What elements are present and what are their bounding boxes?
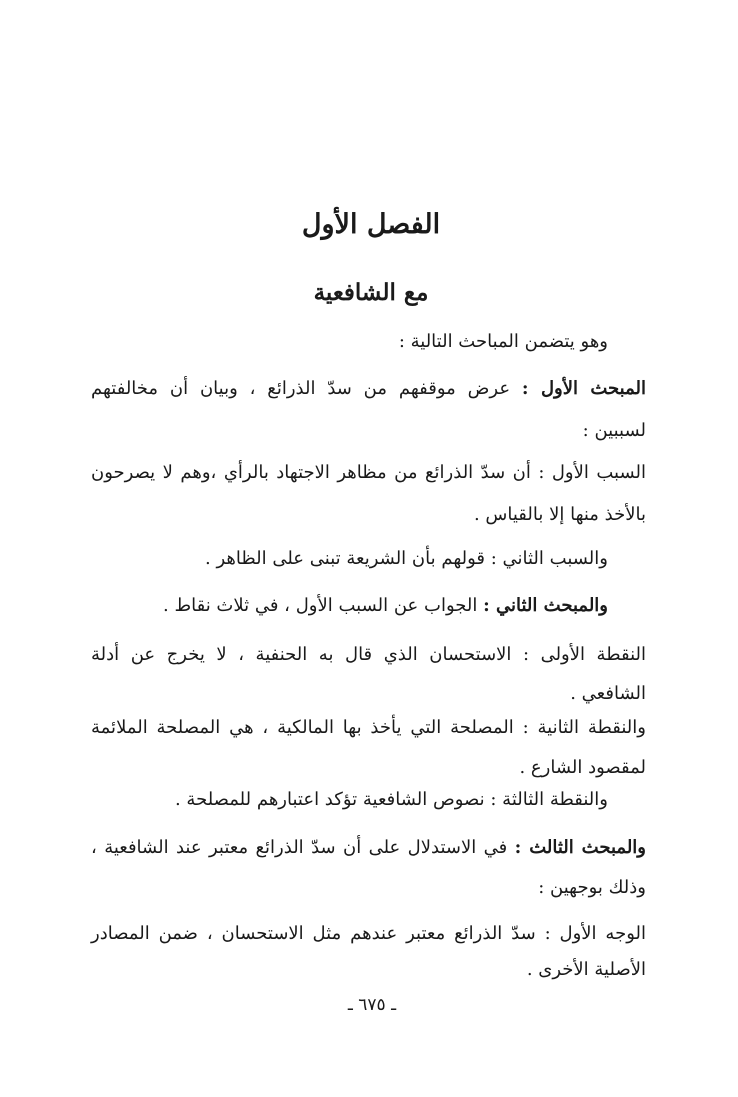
point1-line1: النقطة الأولى : الاستحسان الذي قال به الحنفية ، لا يخرج عن أدلة [91,644,646,665]
topic1-text: عرض موقفهم من سدّ الذرائع ، وبيان أن مخالفتهم [91,378,511,399]
chapter-subtitle: مع الشافعية [313,279,429,306]
point2-line2: لمقصود الشارع . [519,757,646,778]
point2-line1: والنقطة الثانية : المصلحة التي يأخذ بها المالكية ، هي المصلحة الملائمة [91,717,646,738]
topic2-heading: والمبحث الثاني : [483,595,608,616]
page-number: ـ ٦٧٥ ـ [347,995,397,1015]
aspect1-line2: الأصلية الأخرى . [526,959,646,980]
point1-line2: الشافعي . [570,683,646,704]
topic1-heading: المبحث الأول : [521,378,646,399]
topic3-text: في الاستدلال على أن سدّ الذرائع معتبر عند الشافعية ، [91,837,508,858]
reason1-line1: السبب الأول : أن سدّ الذرائع من مظاهر الاجتهاد بالرأي ،وهم لا يصرحون [91,462,646,483]
reason1-line2: بالأخذ منها إلا بالقياس . [473,504,646,525]
point3-line: والنقطة الثالثة : نصوص الشافعية تؤكد اعتبارهم للمصلحة . [174,789,608,810]
topic2-line [163,594,608,618]
chapter-title: الفصل الأول [301,209,441,240]
topic3-heading: والمبحث الثالث : [514,837,646,858]
topic3-line1 [91,836,646,860]
topic2-text: الجواب عن السبب الأول ، في ثلاث نقاط . [163,595,478,616]
topic3-line2: وذلك بوجهين : [538,877,646,898]
topic1-line2: لسببين : [582,420,646,441]
intro-line: وهو يتضمن المباحث التالية : [398,331,608,352]
reason2-line: والسبب الثاني : قولهم بأن الشريعة تبنى على الظاهر . [205,548,608,569]
aspect1-line1: الوجه الأول : سدّ الذرائع معتبر عندهم مثل الاستحسان ، ضمن المصادر [91,923,646,944]
topic1-line1 [91,377,646,401]
